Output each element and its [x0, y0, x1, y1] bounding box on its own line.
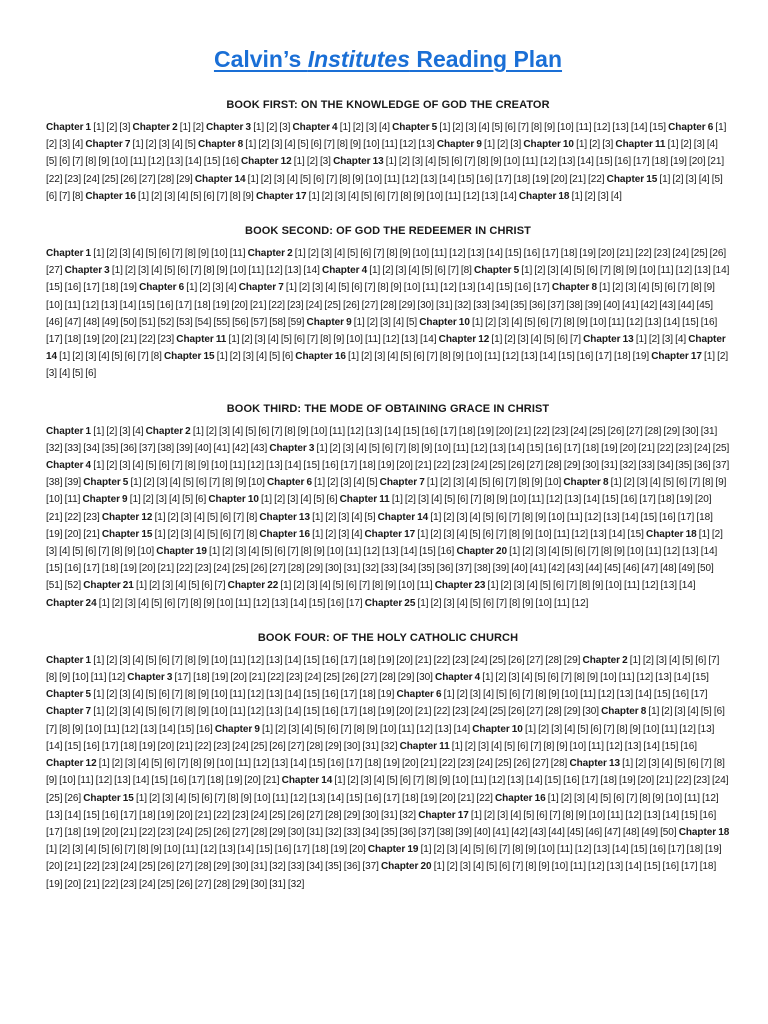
chapter-label: Chapter 10: [523, 139, 574, 151]
chapter-entry: [176, 334, 436, 345]
chapter-sections: [1] [2] [3] [4] [5] [6] [7] [8]: [46, 173, 723, 202]
chapter-label: Chapter 5: [474, 265, 520, 277]
chapter-entry: [256, 191, 517, 202]
chapter-label: Chapter 5: [83, 477, 129, 489]
chapter-sections: [1] [2] [3] [4] [5] [6] [7] [8] [9] [10] [11] [12] [13] [14]: [228, 334, 437, 346]
title-link[interactable]: [214, 46, 562, 72]
chapter-entry: [46, 598, 363, 609]
chapter-sections: [1] [2] [3] [4] [5] [6] [7] [8] [9] [10] [11] [12] [13] [14]: [262, 723, 471, 735]
chapter-sections: [1] [2] [3] [4] [5] [6] [7] [8] [9] [10] [11] [12] [13] [14] [15] [16] [17] [18] [19] [20] [21] [22] [23] [24] [25] [26] [27] [28] [29] [30]: [93, 706, 599, 718]
chapter-sections: [1] [2] [3] [4] [5] [6] [7] [8] [9] [10] [11] [12] [13] [14] [15] [16] [17] [18] [19] [20] [21] [22] [23] [24] [25] [26] [27] [28] [29] [30] [31] [32]: [46, 792, 719, 821]
chapter-entry: [83, 580, 225, 591]
chapter-label: Chapter 7: [46, 706, 92, 718]
chapter-sections: [1] [2] [3] [4] [5] [6]: [261, 494, 338, 506]
chapter-label: Chapter 2: [145, 425, 191, 437]
chapter-sections: [1] [2] [3] [4] [5] [6] [7] [8]: [59, 351, 162, 363]
chapter-entry: [380, 477, 562, 488]
chapter-label: Chapter 12: [46, 758, 97, 770]
chapter-label: Chapter 4: [292, 122, 338, 133]
chapter-label: Chapter 3: [64, 265, 110, 277]
chapter-label: Chapter 4: [322, 265, 368, 277]
chapter-label: Chapter 13: [333, 156, 384, 168]
chapter-label: Chapter 8: [198, 139, 244, 151]
chapter-label: Chapter 22: [227, 580, 279, 592]
chapter-label: Chapter 3: [205, 122, 252, 133]
chapter-sections: [1] [2] [3]: [253, 122, 291, 133]
chapter-sections: [1] [2] [3] [4] [5]: [314, 477, 378, 489]
book-heading: BOOK THIRD: THE MODE OF OBTAINING GRACE IN CHRIST: [226, 402, 550, 415]
chapter-entry: [241, 156, 331, 167]
chapter-entry: [164, 351, 293, 362]
chapter-entry: [523, 139, 613, 150]
chapter-sections: [1] [2] [3] [4] [5] [6] [7] [8] [9] [10] [11] [12] [13] [14] [15] [16] [17]: [443, 689, 708, 701]
chapter-label: Chapter 6: [266, 477, 313, 489]
chapter-label: Chapter 1: [46, 122, 92, 133]
chapter-sections: [17] [18] [19] [20] [21] [22] [23] [24] [25] [26] [27] [28] [29] [30]: [174, 672, 433, 684]
chapter-sections: [1] [2] [3] [4] [5] [6] [7] [8] [9] [10] [11] [12] [13] [14] [15] [16] [17]: [98, 597, 363, 609]
chapter-label: Chapter 18: [678, 826, 730, 838]
chapter-entry: [215, 724, 470, 735]
page-title[interactable]: [46, 44, 730, 74]
chapter-label: Chapter 17: [364, 528, 416, 540]
chapter-label: Chapter 3: [269, 442, 315, 454]
chapter-label: Chapter 2: [132, 122, 178, 133]
chapter-label: Chapter 16: [259, 528, 310, 540]
chapter-entry: [267, 477, 378, 488]
chapter-label: Chapter 8: [551, 282, 597, 294]
chapter-label: Chapter 12: [241, 156, 292, 168]
chapter-label: Chapter 13: [259, 511, 310, 523]
chapter-sections: [1] [2] [3] [4] [5] [6] [7] [8] [9] [10] [11] [12] [13] [14] [15] [16]: [209, 546, 455, 558]
chapter-sections: [1] [2] [3] [4]: [571, 190, 622, 202]
chapter-entry: [85, 191, 253, 202]
chapter-entry: [65, 265, 320, 276]
chapter-sections: [1] [2] [3] [4] [5] [6] [7] [8] [9] [10] [11] [12] [13] [14] [15]: [482, 672, 709, 684]
chapter-label: Chapter 5: [392, 122, 438, 133]
chapter-label: Chapter 3: [127, 672, 173, 684]
chapter-sections: [1] [2] [3] [4] [5] [6] [7] [8] [9] [10] [11] [12] [13]: [245, 139, 435, 151]
chapter-sections: [1] [2] [3] [4] [5] [6] [7] [8] [9] [10] [11] [12] [13] [14] [15]: [439, 122, 666, 133]
chapter-entry: [293, 122, 390, 133]
chapter-sections: [1] [2] [3] [4] [5]: [312, 511, 376, 523]
chapter-label: Chapter 23: [434, 580, 486, 592]
chapter-label: Chapter 19: [156, 546, 207, 558]
title-italic: Institutes: [307, 46, 410, 72]
chapter-label: Chapter 2: [247, 248, 293, 260]
chapter-sections: [1] [2] [3] [4]: [635, 334, 687, 346]
chapter-entry: [139, 282, 236, 293]
chapter-sections: [1] [2] [3] [4] [5] [6] [7] [8] [9] [10] [11] [12] [13] [14] [15] [16]: [46, 139, 718, 168]
chapter-label: Chapter 25: [364, 597, 416, 609]
chapter-label: Chapter 2: [582, 654, 628, 666]
chapter-entry: [307, 317, 418, 328]
chapter-sections: [1] [2] [3] [4] [5] [6] [7] [8] [9] [10] [11] [12] [13] [14] [15] [16] [17] [18] [19]: [348, 351, 650, 363]
chapter-label: Chapter 17: [418, 809, 469, 821]
chapter-label: Chapter 8: [601, 706, 647, 718]
chapter-sections: [1] [2] [3] [4] [5] [6] [7] [8] [9] [10] [11] [12] [13] [14] [15] [16] [17] [18] [19] [20] [21] [22] [23]: [46, 316, 718, 346]
chapter-entry: [83, 793, 493, 804]
book-1: [46, 98, 730, 205]
chapter-entry: [400, 741, 697, 752]
chapter-entry: [435, 672, 709, 683]
chapter-label: Chapter 16: [495, 792, 546, 804]
chapter-sections: [1] [2] [3] [4] [5] [6] [7] [8] [9] [10] [11]: [46, 477, 727, 506]
book-heading: BOOK FOUR: OF THE HOLY CATHOLIC CHURCH: [257, 631, 519, 644]
chapter-sections: [1] [2] [3] [4] [5] [6] [7] [8] [9] [10] [11] [12] [13] [14] [15] [16] [17] [18] [19] [20] [21] [22] [23] [24] [25] [26] [27]: [46, 248, 727, 277]
chapter-sections: [1] [2] [3]: [293, 156, 331, 168]
chapter-entry: [156, 546, 454, 557]
chapter-entry: [102, 529, 257, 540]
chapter-label: Chapter 9: [82, 494, 128, 506]
book-heading: BOOK SECOND: OF GOD THE REDEEMER IN CHRIST: [245, 225, 531, 238]
chapter-entry: [85, 139, 196, 150]
chapter-sections: [1] [2] [3] [4] [5] [6] [7] [8] [9] [10] [11] [12] [13] [14] [15] [16] [17] [18] [19] [20] [21] [22] [23] [24] [25] [26] [27] [28] [29] [30] [31] [32] [33] [34] [35] [36] [37]: [46, 844, 722, 873]
chapter-label: Chapter 11: [399, 740, 450, 752]
chapter-sections: [1] [2] [3] [4]: [186, 282, 237, 294]
chapter-sections: [1] [2] [3] [4] [5] [6] [7] [8] [9] [10] [11] [12] [13] [14] [15] [16] [17] [18] [19] [20] [21] [22] [23] [24] [25] [26] [27] [28] [29]: [93, 654, 581, 666]
chapter-label: Chapter 16: [85, 190, 136, 202]
chapter-label: Chapter 15: [101, 528, 153, 540]
chapter-label: Chapter 12: [438, 334, 490, 346]
chapter-sections: [1] [2] [3] [4] [5] [6] [7] [8] [9] [10] [11] [12] [13] [14] [15] [16] [17] [18] [19] [20] [21] [22]: [135, 792, 493, 804]
chapter-entry: [133, 122, 204, 133]
chapter-label: Chapter 6: [396, 689, 442, 701]
chapter-sections: [1] [2] [3] [4] [5] [6] [7] [8] [9] [10] [11] [12]: [46, 654, 720, 684]
chapter-sections: [1] [2] [3] [4] [5] [6] [7] [8] [9] [10] [11] [12] [13] [14] [15] [16] [17] [18] [19] [20] [21] [22] [23] [24] [25] [26] [27] [28] [29] [30] [31] [32]: [46, 723, 715, 752]
chapter-label: Chapter 15: [606, 173, 658, 185]
chapter-sections: [1] [2] [3] [4] [5]: [353, 316, 418, 328]
chapter-entry: [583, 334, 686, 345]
chapter-label: Chapter 9: [214, 723, 260, 735]
chapter-label: Chapter 1: [46, 654, 92, 666]
book-2: [46, 224, 730, 383]
chapter-list: [46, 119, 730, 205]
chapter-entry: [396, 689, 707, 700]
chapter-label: Chapter 9: [306, 316, 352, 328]
chapter-sections: [1] [2] [3] [4] [5] [6] [7] [8] [9] [10] [11] [12] [13] [14] [15] [16] [17] [18] [19]: [46, 265, 730, 294]
chapter-entry: [206, 122, 290, 133]
chapter-sections: [1] [2] [3] [4] [5] [6] [7] [8] [9] [10]: [426, 477, 562, 489]
chapter-label: Chapter 7: [85, 139, 131, 151]
book-4: [46, 631, 730, 893]
chapter-label: Chapter 1: [46, 425, 92, 437]
chapter-label: Chapter 6: [668, 122, 714, 133]
chapter-label: Chapter 13: [583, 334, 634, 346]
chapter-sections: [1] [2] [3] [4] [5] [6] [7]: [135, 580, 226, 592]
chapter-label: Chapter 21: [83, 580, 134, 592]
chapter-label: Chapter 17: [255, 190, 307, 202]
chapter-sections: [1] [2] [3] [4] [5] [6]: [129, 494, 207, 506]
chapter-label: Chapter 11: [176, 334, 227, 346]
chapter-sections: [1] [2] [3] [4]: [93, 425, 144, 437]
chapter-sections: [1] [2] [3] [4] [5] [6] [7] [8] [9] [10] [11] [12] [13] [14] [15] [16] [17] [18] [19] [20] [21] [22]: [247, 173, 605, 185]
chapter-entry: [83, 494, 207, 505]
chapter-label: Chapter 7: [238, 282, 284, 294]
chapter-label: Chapter 14: [46, 334, 726, 363]
chapter-entry: [198, 139, 435, 150]
chapter-label: Chapter 11: [339, 494, 390, 506]
chapter-label: Chapter 15: [83, 792, 134, 804]
chapter-entry: [46, 758, 567, 769]
chapter-sections: [1] [2] [3] [4] [5] [6]: [216, 351, 294, 363]
chapter-sections: [1] [2] [3] [4]: [339, 122, 390, 133]
chapter-sections: [1] [2] [3] [4] [5] [6] [7] [8] [9] [10] [11] [12] [13] [14] [15] [16] [17] [18] [19] [20] [21] [22] [23] [24] [25] [26] [27] [28] [29] [30] [31] [32] [33] [34] [35] [36] [37] [38] [39] [40] [41] [42] [43] [44] [45] [46] [47] [48] [49] [50] [51] [52]: [46, 546, 718, 592]
chapter-label: Chapter 12: [101, 511, 153, 523]
chapter-sections: [1] [2] [3] [4] [5] [6] [7] [8]: [369, 265, 472, 277]
chapter-entry: [239, 282, 550, 293]
chapter-label: Chapter 7: [379, 477, 425, 489]
title-suffix: Reading Plan: [409, 46, 563, 72]
chapter-sections: [1] [2] [3] [4]: [46, 122, 727, 151]
chapter-entry: [46, 655, 580, 666]
chapter-label: Chapter 14: [194, 173, 246, 185]
chapter-sections: [1] [2] [3] [4] [5] [6] [7] [8] [9] [10] [11] [12] [13] [14] [15] [16] [17] [18] [19] [20] [21] [22] [23] [24] [25] [26] [27] [28] [29] [30] [31] [32] [33] [34] [35] [36] [37] [38] [39] [40] [41] [42] [43]: [46, 425, 718, 454]
chapter-label: Chapter 9: [436, 139, 482, 151]
chapter-entry: [195, 174, 605, 185]
chapter-label: Chapter 6: [139, 282, 185, 294]
chapter-label: Chapter 18: [646, 528, 697, 540]
chapter-entry: [392, 122, 666, 133]
chapter-entry: [228, 580, 433, 591]
chapter-label: Chapter 4: [435, 672, 481, 684]
chapter-label: Chapter 11: [615, 139, 666, 151]
chapter-sections: [1] [2] [3] [4] [5] [6] [7] [8] [9] [10] [11] [12]: [417, 597, 589, 609]
chapter-entry: [102, 512, 257, 523]
chapter-label: Chapter 14: [281, 775, 333, 787]
chapter-entry: [83, 477, 265, 488]
chapter-entry: [365, 598, 589, 609]
chapter-label: Chapter 18: [518, 190, 570, 202]
chapter-label: Chapter 20: [456, 546, 508, 558]
chapter-sections: [1] [2] [3] [4] [5] [6] [7] [8] [9] [10] [11]: [280, 580, 433, 592]
chapter-sections: [1] [2] [3]: [484, 139, 522, 151]
chapter-list: [46, 245, 730, 383]
chapter-sections: [1] [2] [3] [4] [5] [6] [7] [8] [9] [10] [11] [12] [13] [14] [15] [16] [17] [18] [19] [20] [21] [22] [23]: [46, 494, 712, 523]
title-prefix: Calvin’s: [213, 46, 308, 72]
chapter-sections: [1] [2] [3] [4] [5]: [132, 139, 196, 151]
chapter-sections: [1] [2] [3] [4] [5] [6] [7] [8] [9] [10] [11] [12] [13] [14] [15] [16] [17] [18] [19]: [93, 689, 395, 701]
chapter-sections: [1] [2]: [179, 122, 204, 133]
chapter-label: Chapter 1: [46, 248, 92, 260]
chapter-sections: [1] [2] [3]: [93, 122, 131, 133]
chapter-sections: [1] [2] [3] [4]: [312, 528, 363, 540]
chapter-entry: [435, 580, 696, 591]
chapter-entry: [46, 689, 394, 700]
chapter-list: [46, 652, 730, 893]
chapter-entry: [365, 529, 644, 540]
chapter-label: Chapter 24: [46, 597, 97, 609]
chapter-label: Chapter 10: [419, 316, 470, 328]
chapter-label: Chapter 20: [380, 861, 432, 873]
chapter-entry: [46, 248, 245, 259]
chapter-entry: [46, 122, 130, 133]
chapter-sections: [1] [2] [3] [4] [5] [6] [7] [8] [9] [10] [11] [12] [13] [14]: [111, 265, 320, 277]
chapter-sections: [1] [2] [3] [4] [5] [6] [7] [8] [9] [10] [11] [12] [13] [14] [15] [16] [17] [18] [19] [20] [21]: [46, 758, 725, 787]
chapter-sections: [1] [2] [3] [4] [5] [6] [7] [8] [9] [10] [11] [12] [13] [14]: [487, 580, 696, 592]
chapter-label: Chapter 10: [208, 494, 259, 506]
chapter-entry: [259, 512, 375, 523]
chapter-list: [46, 423, 730, 612]
chapter-entry: [46, 426, 143, 437]
chapter-entry: [439, 334, 581, 345]
chapter-sections: [1] [2] [3] [4] [5] [6] [7] [8] [9] [10] [11] [12] [13] [14] [15] [16] [17]: [285, 282, 550, 294]
chapter-sections: [1] [2] [3] [4] [5] [6] [7]: [491, 334, 581, 346]
chapter-sections: [1] [2] [3] [4] [5] [6] [7] [8] [9] [10] [11] [12] [13] [14] [15] [16] [17] [18] [19] [20] [21] [22] [23] [24] [25] [26] [27] [28] [29] [30] [31] [32] [33] [34] [35] [36] [37] [38] [39] [40] [41] [42] [43] [44] [45] [46] [47] [48] [49] [50]: [46, 809, 717, 838]
chapter-label: Chapter 10: [472, 723, 523, 735]
chapter-entry: [322, 265, 472, 276]
chapter-entry: [295, 351, 649, 362]
book-3: [46, 402, 730, 612]
chapter-label: Chapter 8: [563, 477, 609, 489]
chapter-sections: [1] [2] [3] [4] [5] [6] [7] [8] [9] [10] [11] [12] [13] [14] [15] [16]: [451, 740, 698, 752]
chapter-sections: [1] [2] [3] [4] [5] [6] [7] [8]: [154, 528, 258, 540]
chapter-entry: [437, 139, 521, 150]
chapter-sections: [1] [2] [3] [4] [5] [6] [7] [8] [9] [10] [11] [12] [13] [14]: [308, 190, 517, 202]
chapter-label: Chapter 14: [377, 511, 429, 523]
chapter-sections: [1] [2] [3] [4] [5] [6] [7] [8] [9] [10] [11] [12] [13] [14] [15] [16]: [46, 706, 725, 735]
chapter-sections: [1] [2] [3] [4] [5] [6] [7] [8] [9] [10] [11] [12] [13] [14] [15] [16] [17] [18] [19] [20] [21]: [46, 511, 713, 540]
chapter-entry: [46, 706, 599, 717]
chapter-sections: [1] [2] [3]: [576, 139, 614, 151]
chapter-sections: [1] [2] [3] [4] [5] [6] [7] [8] [9] [10] [11] [12] [13] [14] [15] [16] [17] [18] [19] [20] [21] [22] [23] [24] [25] [26] [27] [28] [29] [30] [31] [32] [33] [34] [35] [36] [37] [38] [39] [40] [41] [42] [43] [44] [45] [46] [47] [48] [49] [50] [51] [52] [53] [54] [55] [56] [57] [58] [59]: [46, 282, 715, 328]
chapter-label: Chapter 17: [651, 351, 702, 363]
chapter-sections: [1] [2] [3] [4] [5] [6] [7] [8] [9] [10] [11]: [93, 248, 246, 260]
chapter-label: Chapter 16: [295, 351, 346, 363]
chapter-sections: [1] [2] [3] [4] [5] [6] [7] [8] [9] [10] [11] [12] [13] [14] [15] [16] [17] [18] [19] [20] [21] [22] [23] [24] [25] [26] [27] [28] [29]: [46, 156, 725, 185]
chapter-label: Chapter 15: [163, 351, 215, 363]
chapter-sections: [1] [2] [3] [4] [5] [6] [7] [8] [9] [10] [11] [12] [13] [14] [15] [16] [17] [18] [19] [20]: [46, 844, 366, 856]
chapter-entry: [519, 191, 622, 202]
chapter-label: Chapter 4: [46, 460, 92, 472]
chapter-label: Chapter 13: [569, 758, 621, 770]
chapter-sections: [1] [2] [3] [4] [5] [6]: [46, 351, 729, 380]
book-heading: BOOK FIRST: ON THE KNOWLEDGE OF GOD THE CREATOR: [226, 99, 550, 111]
chapter-entry: [269, 443, 729, 454]
chapter-sections: [1] [2] [3] [4] [5] [6] [7] [8] [9] [10] [11] [12] [13] [14] [15]: [417, 528, 644, 540]
chapter-sections: [1] [2] [3] [4] [5] [6] [7] [8] [9] [10] [11] [12] [13] [14] [15] [16] [17] [18] [19] [20] [21] [22] [23] [24] [25] [26] [27] [28] [29] [30] [31] [32] [33] [34] [35] [36] [37] [38] [39]: [46, 460, 730, 489]
chapter-sections: [1] [2] [3] [4] [5] [6] [7] [8] [9] [10]: [46, 528, 723, 558]
chapter-sections: [1] [2] [3] [4] [5] [6] [7] [8] [9] [10] [11] [12] [13] [14] [15] [16] [17] [18] [19] [20] [21] [22] [23] [24] [25] [26]: [46, 775, 729, 804]
chapter-sections: [1] [2] [3] [4] [5] [6] [7] [8] [9] [10] [11] [12] [13] [14] [15] [16] [17] [18] [19] [20] [21] [22] [23] [24] [25]: [316, 442, 730, 454]
chapter-sections: [1] [2] [3] [4] [5] [6] [7] [8] [9] [10] [11] [12] [13] [14] [15] [16] [17] [18] [19] [20] [21] [22] [23] [24] [25] [26] [27] [28] [29] [30] [31] [32]: [46, 861, 717, 890]
chapter-sections: [1] [2] [3] [4] [5] [6] [7] [8] [9]: [138, 190, 254, 202]
chapter-entry: [208, 494, 337, 505]
chapter-sections: [1] [2] [3] [4] [5] [6] [7] [8]: [154, 511, 258, 523]
chapter-sections: [1] [2] [3] [4] [5] [6] [7] [8] [9] [10]: [130, 477, 265, 489]
chapter-label: Chapter 5: [46, 689, 92, 701]
chapter-entry: [127, 672, 433, 683]
chapter-entry: [259, 529, 362, 540]
chapter-label: Chapter 19: [367, 844, 419, 856]
chapter-sections: [1] [2] [3] [4] [5] [6] [7] [8] [9] [10] [11] [12] [13] [14] [15] [16] [17] [18] [19] [20] [21] [22] [23] [24] [25] [26] [27] [28]: [98, 758, 568, 770]
